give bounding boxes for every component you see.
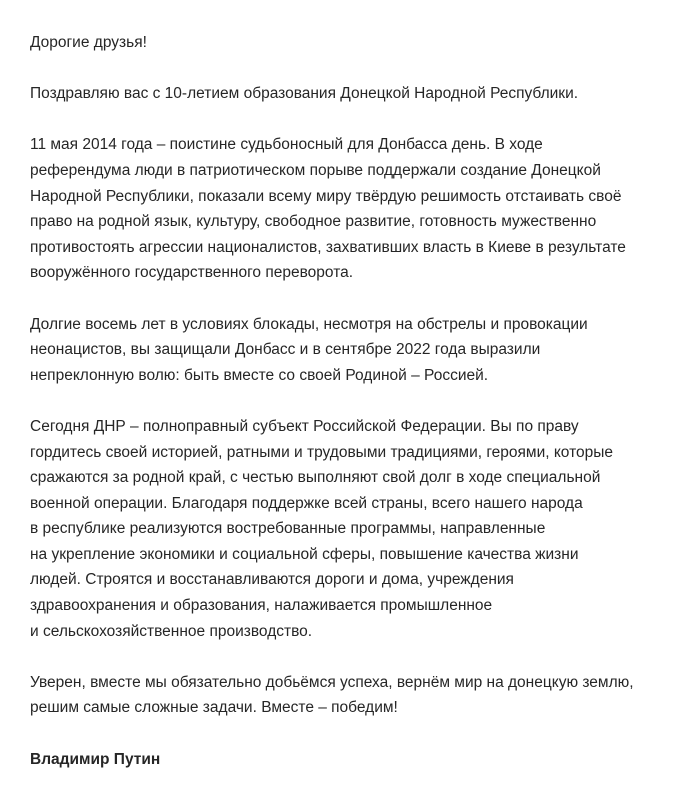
signature: Владимир Путин <box>30 750 161 768</box>
text-line: здравоохранения и образования, налаживается промышленное <box>30 597 493 615</box>
text-line: противостоять агрессии националистов, захвативших власть в Киеве в результате <box>30 238 626 256</box>
text-line: Сегодня ДНР – полноправный субъект Российской Федерации. Вы по праву <box>30 417 579 435</box>
text-line: референдума люди в патриотическом порыве поддержали создание Донецкой <box>30 161 601 179</box>
text-line: непреклонную волю: быть вместе со своей Родиной – Россией. <box>30 366 489 384</box>
greeting: Дорогие друзья! <box>30 34 147 51</box>
text-line: и сельскохозяйственное производство. <box>30 622 313 640</box>
text-line: Уверен, вместе мы обязательно добьёмся успеха, вернём мир на донецкую землю, <box>30 673 634 691</box>
text-line: 11 мая 2014 года – поистине судьбоносный для Донбасса день. В ходе <box>30 136 543 154</box>
text-line: сражаются за родной край, с честью выполняют свой долг в ходе специальной <box>30 469 601 487</box>
text-line: гордитесь своей историей, ратными и трудовыми традициями, героями, которые <box>30 443 613 461</box>
text-line: в республике реализуются востребованные программы, направленные <box>30 520 546 538</box>
paragraph-today <box>30 414 670 644</box>
text-line: неонацистов, вы защищали Донбасс и в сентябре 2022 года выразили <box>30 341 541 359</box>
text-line: вооружённого государственного переворота. <box>30 264 354 282</box>
text-line: Долгие восемь лет в условиях блокады, несмотря на обстрелы и провокации <box>30 315 588 333</box>
paragraph-confidence <box>30 670 670 721</box>
text-line: на укрепление экономики и социальной сферы, повышение качества жизни <box>30 545 579 563</box>
paragraph-eight-years <box>30 312 670 389</box>
text-line: Народной Республики, показали всему миру твёрдую решимость отстаивать своё <box>30 187 622 205</box>
text-line: решим самые сложные задачи. Вместе – победим! <box>30 699 398 717</box>
text-line: право на родной язык, культуру, свободное развитие, готовность мужественно <box>30 213 597 231</box>
letter <box>30 30 670 798</box>
paragraph-referendum <box>30 132 670 286</box>
text-line: людей. Строятся и восстанавливаются дороги и дома, учреждения <box>30 571 514 589</box>
congratulations-paragraph: Поздравляю вас с 10-летием образования Донецкой Народной Республики. <box>30 85 579 103</box>
text-line: военной операции. Благодаря поддержке всей страны, всего нашего народа <box>30 494 583 512</box>
